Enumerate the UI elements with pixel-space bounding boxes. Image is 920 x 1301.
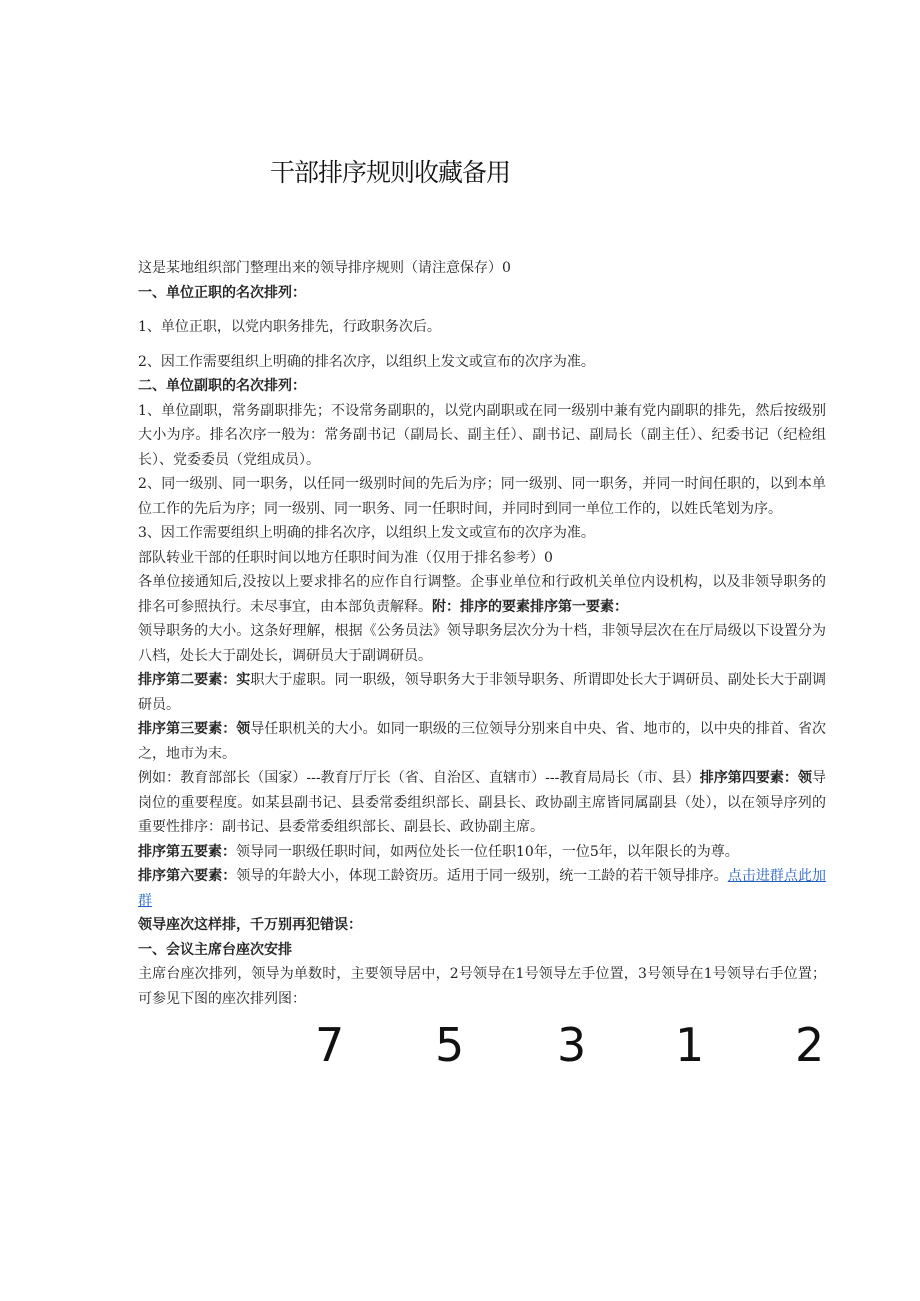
seat-number: 3 [557, 1018, 587, 1072]
element-label: 排序第五要素： [138, 843, 236, 860]
element-text: 职大于虚职。同一职级，领导职务大于非领导职务、所谓即处长大于调研员、副处长大于副调研员。 [138, 672, 827, 713]
seating-diagram [300, 1018, 840, 1078]
example-paragraph [138, 766, 826, 840]
paragraph: 2、同一级别、同一职务，以任同一级别时间的先后为序；同一级别、同一职务，并同一时间任职的，以到本单位工作的先后为序；同一级别、同一职务、同一任职时间，并同时到同一单位工作的，以姓氏笔划为序。 [138, 476, 826, 517]
military-note: 部队转业干部的任职时间以地方任职时间为准（仅用于排名参考）0 [138, 549, 553, 566]
notice-text: 各单位接通知后,没按以上要求排名的应作自行调整。企事业单位和行政机关单位内设机构，以及非领导职务的排名可参照执行。未尽事宜，由本部负责解释。 [138, 574, 826, 615]
element2-paragraph [138, 668, 826, 717]
section-heading: 二、单位副职的名次排列： [138, 378, 306, 394]
element-text: 导任职机关的大小。如同一职级的三位领导分别来自中央、省、地市的，以中央的排首、省次之，地市为末。 [138, 721, 827, 762]
element3-paragraph [138, 717, 826, 766]
document-body [138, 256, 826, 1011]
example-text: 例如：教育部部长（国家）---教育厅厅长（省、自治区、直辖市）---教育局局长（市、县） [138, 770, 700, 786]
seating-sub-heading: 一、会议主席台座次安排 [138, 941, 292, 958]
element-label: 排序第四要素： [699, 770, 798, 786]
section-heading: 一、单位正职的名次排列： [138, 284, 306, 301]
seating-paragraph: 主席台座次排列，领导为单数时，主要领导居中，2号领导在1号领导左手位置，3号领导在1号领导右手位置；可参见下图的座次排列图： [138, 966, 826, 1007]
paragraph: 1、单位副职，常务副职排先；不设常务副职的，以党内副职或在同一级别中兼有党内副职的排先，然后按级别大小为序。排名次序一般为：常务副书记（副局长、副主任）、副书记、副局长（副主任）、纪委书记（纪检组长）、党委委员（党组成员）。 [138, 402, 826, 468]
element5-paragraph [138, 840, 826, 865]
element-label: 排序第三要素： [138, 721, 237, 737]
element-label: 排序第二要素： [138, 672, 237, 688]
paragraph: 2、因工作需要组织上明确的排名次序，以组织上发文或宣布的次序为准。 [138, 353, 595, 370]
element-label: 排序第六要素： [138, 868, 237, 884]
element-text: 导岗位的重要程度。如某县副书记、县委常委组织部长、副县长、政协副主席皆同属副县（处），以在领导序列的重要性排序：副书记、县委常委组织部长、副县长、政协副主席。 [138, 770, 827, 835]
element6-paragraph [138, 864, 826, 913]
paragraph: 1、单位正职，以党内职务排先，行政职务次后。 [138, 319, 441, 335]
seat-number: 5 [435, 1018, 465, 1072]
seat-number: 1 [675, 1018, 705, 1072]
appendix-label: 附：排序的要素排序第一要素： [432, 598, 628, 615]
paragraph: 3、因工作需要组织上明确的排名次序，以组织上发文或宣布的次序为准。 [138, 525, 595, 541]
seating-heading: 领导座次这样排，千万别再犯错误： [138, 917, 362, 933]
intro-paragraph: 这是某地组织部门整理出来的领导排序规则（请注意保存）0 [138, 260, 511, 276]
element-lead: 领 [797, 770, 813, 786]
seat-number: 7 [315, 1018, 345, 1072]
element1-paragraph: 领导职务的大小。这条好理解，根据《公务员法》领导职务层次分为十档，非领导层次在在厅局级以下设置分为八档，处长大于副处长，调研员大于副调研员。 [138, 623, 826, 664]
notice-paragraph [138, 570, 826, 619]
element-text: 领导同一职级任职时间，如两位处长一位任职10年，一位5年，以年限长的为尊。 [236, 843, 739, 860]
page-title: 干部排序规则收藏备用 [270, 158, 511, 187]
join-group-link[interactable]: 点击进群点此加群 [138, 868, 827, 909]
element-text: 领导的年龄大小，体现工龄资历。适用于同一级别，统一工龄的若干领导排序。 [236, 868, 728, 884]
seat-number: 2 [795, 1018, 825, 1072]
element-lead: 领 [236, 721, 251, 737]
element-lead: 实 [236, 672, 251, 688]
